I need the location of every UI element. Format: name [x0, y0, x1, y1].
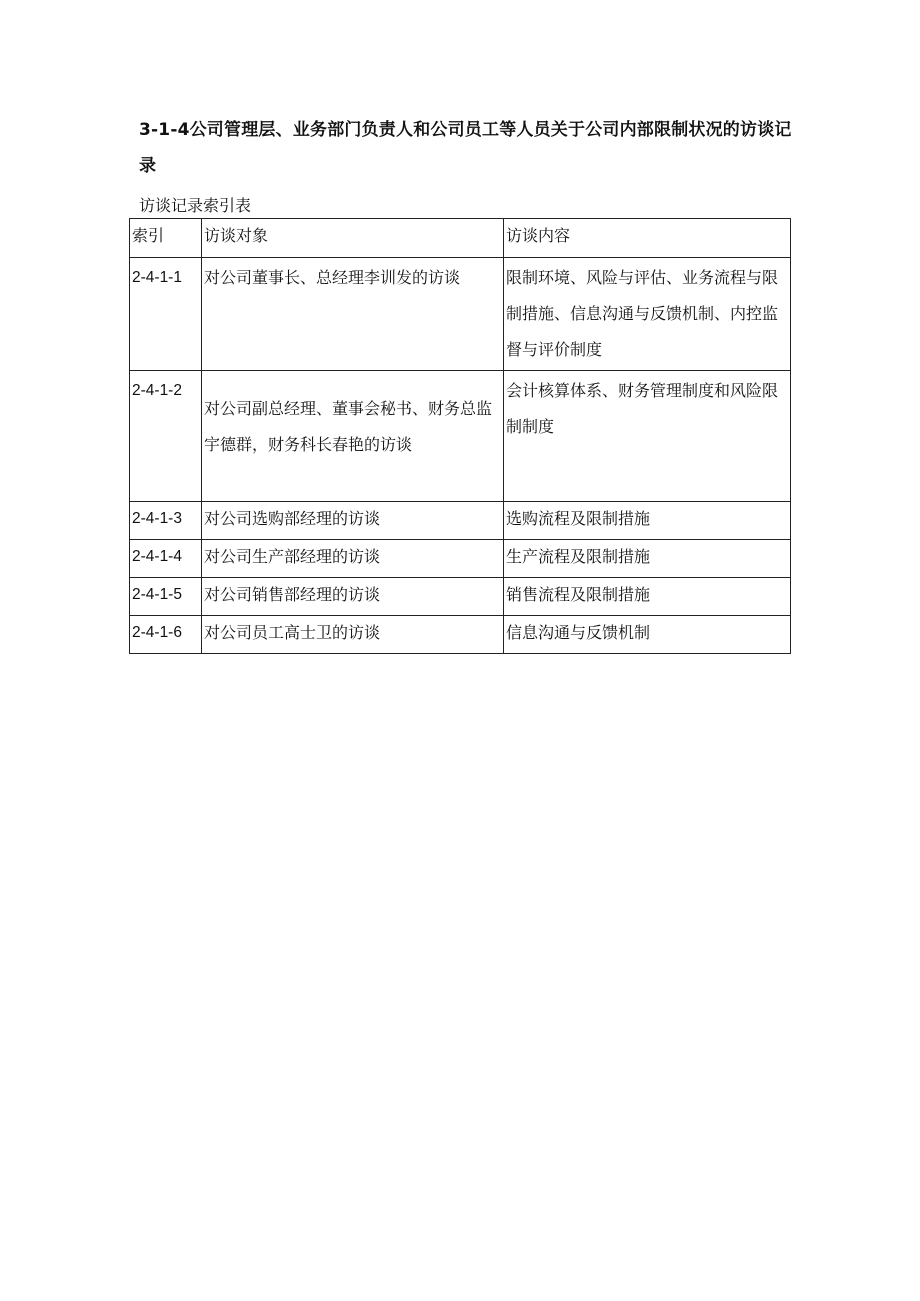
table-row	[130, 616, 791, 654]
row-subject: 对公司生产部经理的访谈	[202, 540, 504, 578]
row-index: 2-4-1-4	[130, 540, 202, 578]
row-subject: 对公司副总经理、董事会秘书、财务总监宇德群，财务科长春艳的访谈	[202, 371, 504, 502]
row-content: 生产流程及限制措施	[504, 540, 791, 578]
row-content: 限制环境、风险与评估、业务流程与限制措施、信息沟通与反馈机制、内控监督与评价制度	[504, 258, 791, 371]
header-content: 访谈内容	[504, 219, 791, 258]
header-subject: 访谈对象	[202, 219, 504, 258]
row-index: 2-4-1-5	[130, 578, 202, 616]
row-subject: 对公司选购部经理的访谈	[202, 502, 504, 540]
table-row	[130, 502, 791, 540]
row-index: 2-4-1-2	[130, 371, 202, 502]
table-caption: 访谈记录索引表	[139, 196, 252, 215]
row-content: 信息沟通与反馈机制	[504, 616, 791, 654]
row-content: 选购流程及限制措施	[504, 502, 791, 540]
row-index: 2-4-1-6	[130, 616, 202, 654]
row-index: 2-4-1-3	[130, 502, 202, 540]
table-row	[130, 540, 791, 578]
row-content: 销售流程及限制措施	[504, 578, 791, 616]
row-subject: 对公司董事长、总经理李训发的访谈	[202, 258, 504, 371]
interview-index-table	[129, 218, 791, 654]
row-content: 会计核算体系、财务管理制度和风险限制制度	[504, 371, 791, 502]
row-subject: 对公司员工高士卫的访谈	[202, 616, 504, 654]
table-row	[130, 578, 791, 616]
header-index: 索引	[130, 219, 202, 258]
row-index: 2-4-1-1	[130, 258, 202, 371]
row-subject: 对公司销售部经理的访谈	[202, 578, 504, 616]
table-header-row	[130, 219, 791, 258]
table-row	[130, 371, 791, 502]
section-heading: 3-1-4公司管理层、业务部门负责人和公司员工等人员关于公司内部限制状况的访谈记录	[139, 120, 792, 176]
table-row	[130, 258, 791, 371]
